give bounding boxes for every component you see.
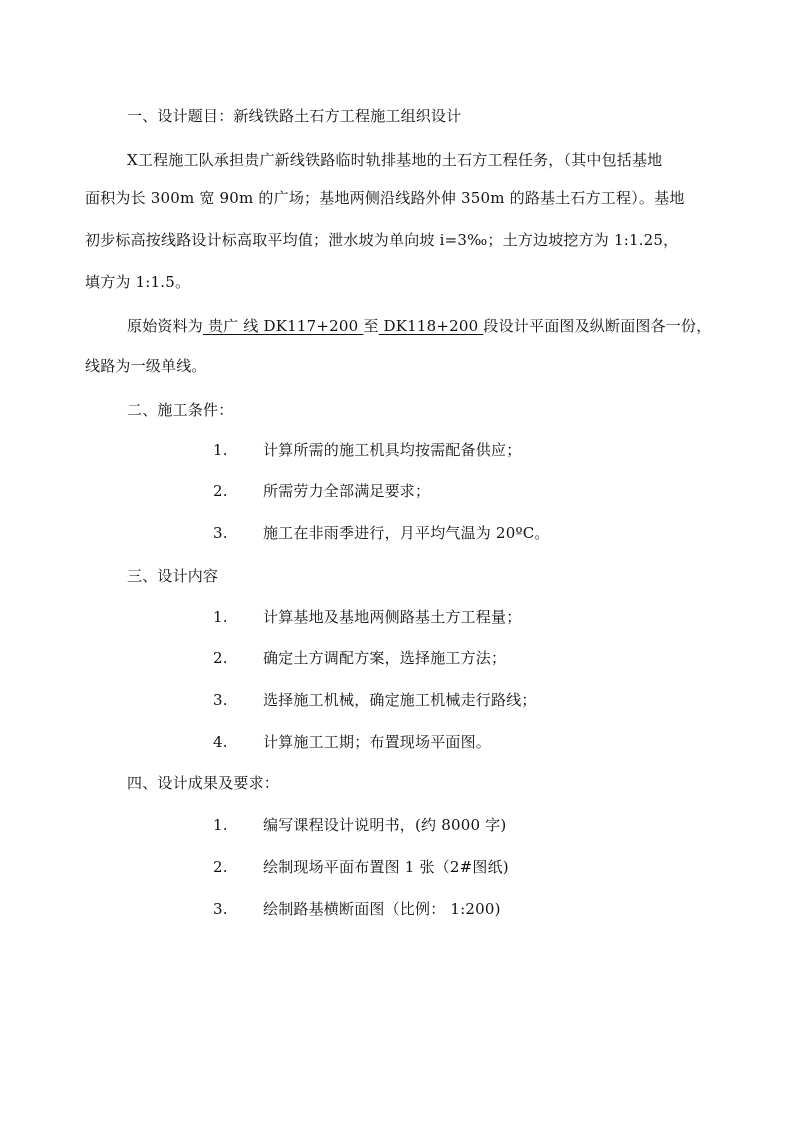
section1-heading: 一、设计题目：新线铁路土石方工程施工组织设计	[127, 107, 462, 125]
paragraph1-line1: X工程施工队承担贵广新线铁路临时轨排基地的土石方工程任务，（其中包括基地	[127, 151, 663, 169]
section4-heading: 四、设计成果及要求：	[127, 774, 280, 792]
list-item: 2. 确定土方调配方案，选择施工方法；	[213, 649, 507, 667]
list-item: 1. 编写课程设计说明书，(约 8000 字)	[213, 816, 507, 834]
section3-heading: 三、设计内容	[127, 567, 219, 585]
source-prefix: 原始资料为	[127, 317, 204, 335]
list-item: 2. 绘制现场平面布置图 1 张（2#图纸)	[213, 858, 509, 876]
list-item: 2. 所需劳力全部满足要求；	[213, 482, 431, 500]
list-item: 3. 选择施工机械，确定施工机械走行路线；	[213, 691, 537, 709]
paragraph2-line1	[127, 316, 711, 336]
list-item: 1. 计算基地及基地两侧路基土方工程量；	[213, 608, 522, 626]
end-chainage: DK118+200	[378, 317, 484, 335]
start-chainage: DK117+200	[263, 317, 364, 335]
list-item: 1. 计算所需的施工机具均按需配备供应；	[213, 441, 522, 459]
source-suffix: 段设计平面图及纵断面图各一份，	[483, 317, 712, 335]
list-item: 3. 施工在非雨季进行，月平均气温为 20ºC。	[213, 524, 550, 542]
paragraph2-line2: 线路为一级单线。	[85, 357, 207, 375]
paragraph1-line4: 填方为 1:1.5。	[85, 273, 191, 291]
paragraph1-line3: 初步标高按线路设计标高取平均值；泄水坡为单向坡 i=3‰；土方边坡挖方为 1:1.25，	[85, 231, 679, 249]
list-item: 4. 计算施工工期；布置现场平面图。	[213, 733, 492, 751]
list-item: 3. 绘制路基横断面图（比例： 1:200)	[213, 900, 501, 918]
to-text: 至	[363, 317, 379, 335]
paragraph1-line2: 面积为长 300m 宽 90m 的广场；基地两侧沿线路外伸 350m 的路基土石方工程）。基地	[85, 189, 685, 207]
line-name: 贵广 线	[203, 317, 264, 335]
section2-heading: 二、施工条件：	[127, 401, 234, 419]
